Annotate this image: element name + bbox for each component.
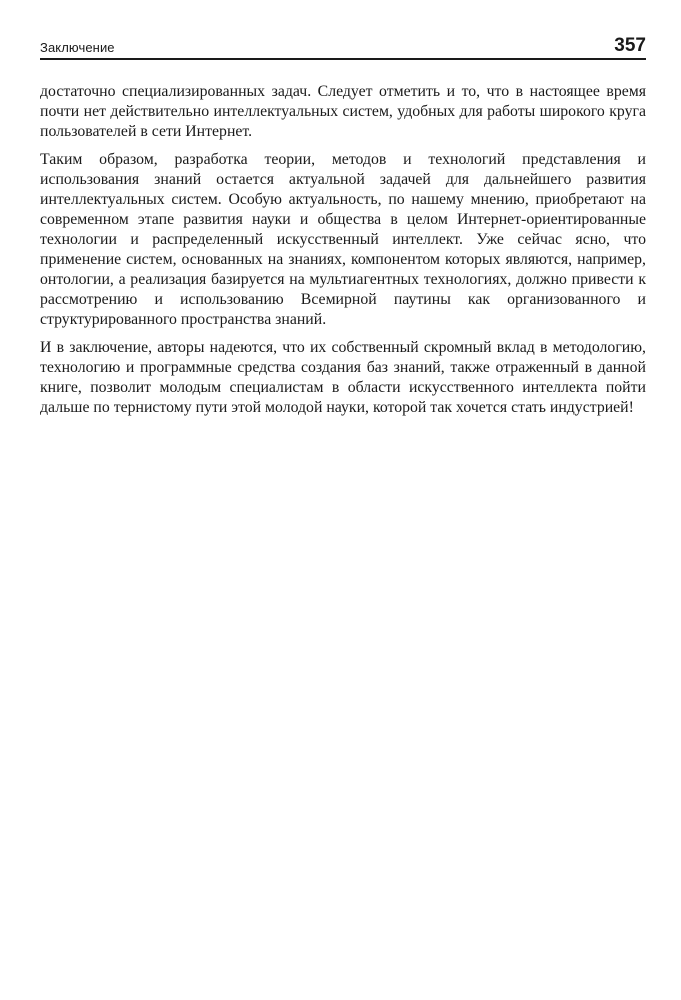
page-number: 357 [614, 35, 646, 56]
paragraph-1: достаточно специализированных задач. Следует отметить и то, что в настоящее время почти нет действительно интеллектуальных систем, удобных для работы широкого круга пользователей в сети Интернет. [40, 83, 646, 140]
page-body [40, 82, 646, 426]
paragraph-2: Таким образом, разработка теории, методов и технологий представления и использования знаний остается актуальной задачей для дальнейшего развития интеллектуальных систем. Особую актуальность, по нашему мнению, приобретают на современном этапе развития науки и общества в целом Интернет-ориентированные технологии и распределенный искусственный интеллект. Уже сейчас ясно, что применение систем, основанных на знаниях, компонентом которых являются, например, онтологии, а реализация базируется на мультиагентных технологиях, должно привести к рассмотрению и использованию Всемирной паутины как организованного и структурированного пространства знаний. [40, 151, 646, 328]
running-header [40, 34, 646, 60]
paragraph-3: И в заключение, авторы надеются, что их собственный скромный вклад в методологию, технологию и программные средства создания баз знаний, также отраженный в данной книге, позволит молодым специалистам в области искусственного интеллекта пойти дальше по тернистому пути этой молодой науки, которой так хочется стать индустрией! [40, 339, 646, 416]
section-title: Заключение [40, 40, 115, 55]
